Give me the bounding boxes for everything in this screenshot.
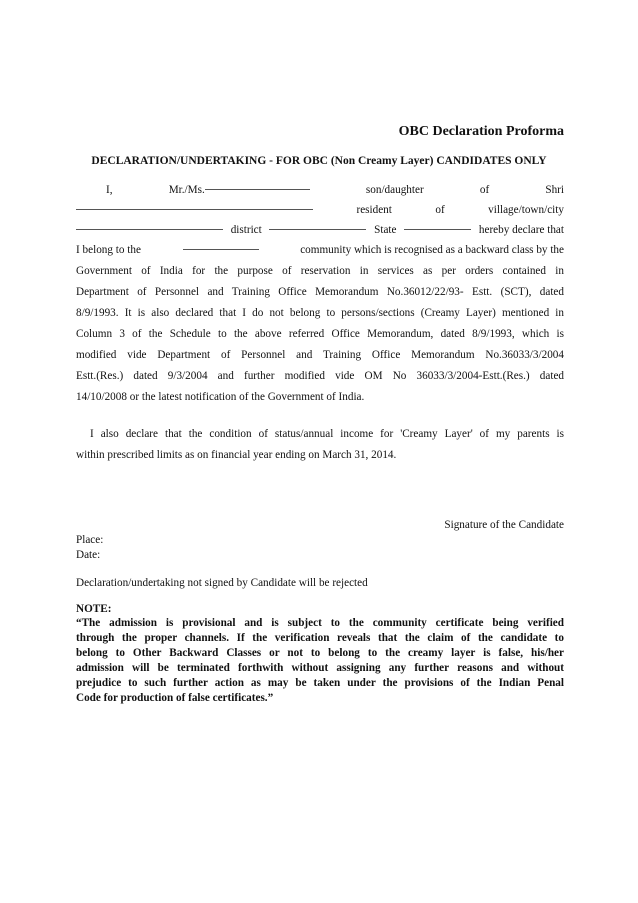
note-line: “The admission is provisional and is subject to the community certificate being verified (76, 617, 564, 629)
text-state: State (374, 224, 397, 236)
text-belong: I belong to the (76, 244, 141, 256)
text-village: village/town/city (488, 204, 564, 216)
declaration-line-2 (76, 204, 564, 216)
declaration-line-3 (76, 224, 564, 236)
text-community: community which is recognised as a backward class by the (300, 244, 564, 256)
text-of: of (479, 184, 490, 196)
para1-line: Column 3 of the Schedule to the above referred Office Memorandum, dated 8/9/1993, which is (76, 328, 564, 340)
note-line: prejudice to such further action as may be taken under the provisions of the Indian Penal (76, 677, 564, 689)
para2-line: I also declare that the condition of status/annual income for 'Creamy Layer' of my parents is (90, 428, 564, 440)
para1-line: Government of India for the purpose of reservation in services as per orders contained in (76, 265, 564, 277)
note-heading: NOTE: (76, 603, 112, 615)
date-label: Date: (76, 549, 101, 561)
para1-line: 8/9/1993. It is also declared that I do not belong to persons/sections (Creamy Layer) mentioned in (76, 307, 564, 319)
note-last-line: Code for production of false certificates.” (76, 692, 274, 704)
mrms-group (169, 184, 310, 196)
signature-label: Signature of the Candidate (444, 519, 564, 531)
father-name-blank[interactable] (76, 208, 313, 210)
text-son-daughter: son/daughter (365, 184, 424, 196)
note-line: admission will be terminated forthwith without assigning any further reasons and without (76, 662, 564, 674)
text-of-2: of (435, 204, 445, 216)
text-district: district (230, 224, 262, 236)
text-hereby: hereby declare that (478, 224, 564, 236)
state-blank[interactable] (404, 228, 471, 230)
unsigned-warning: Declaration/undertaking not signed by Candidate will be rejected (76, 577, 368, 589)
name-blank[interactable] (205, 188, 310, 190)
place-label: Place: (76, 534, 104, 546)
document-title: OBC Declaration Proforma (398, 124, 564, 139)
community-blank[interactable] (183, 248, 259, 250)
declaration-line-4 (76, 244, 564, 256)
para1-line: Estt.(Res.) dated 9/3/2004 and further modified vide OM No 36033/3/2004-Estt.(Res.) dated (76, 370, 564, 382)
para1-line: Department of Personnel and Training Office Memorandum No.36012/22/93- Estt. (SCT), dated (76, 286, 564, 298)
village-blank[interactable] (76, 228, 223, 230)
para2-last-line: within prescribed limits as on financial year ending on March 31, 2014. (76, 449, 397, 461)
note-line: through the proper channels. If the verification reveals that the claim of the candidate to (76, 632, 564, 644)
note-line: belong to Other Backward Classes or not to belong to the creamy layer is false, his/her (76, 647, 564, 659)
text-mrms: Mr./Ms. (168, 184, 205, 196)
para1-last-line: 14/10/2008 or the latest notification of the Government of India. (76, 391, 365, 403)
text-i: I, (106, 184, 113, 196)
declaration-line-1 (76, 184, 564, 196)
text-resident: resident (356, 204, 392, 216)
text-shri: Shri (545, 184, 564, 196)
document-subtitle: DECLARATION/UNDERTAKING - FOR OBC (Non Creamy Layer) CANDIDATES ONLY (91, 155, 547, 167)
district-blank[interactable] (269, 228, 366, 230)
para1-line: modified vide Department of Personnel and Training Office Memorandum No.36033/3/2004 (76, 349, 564, 361)
